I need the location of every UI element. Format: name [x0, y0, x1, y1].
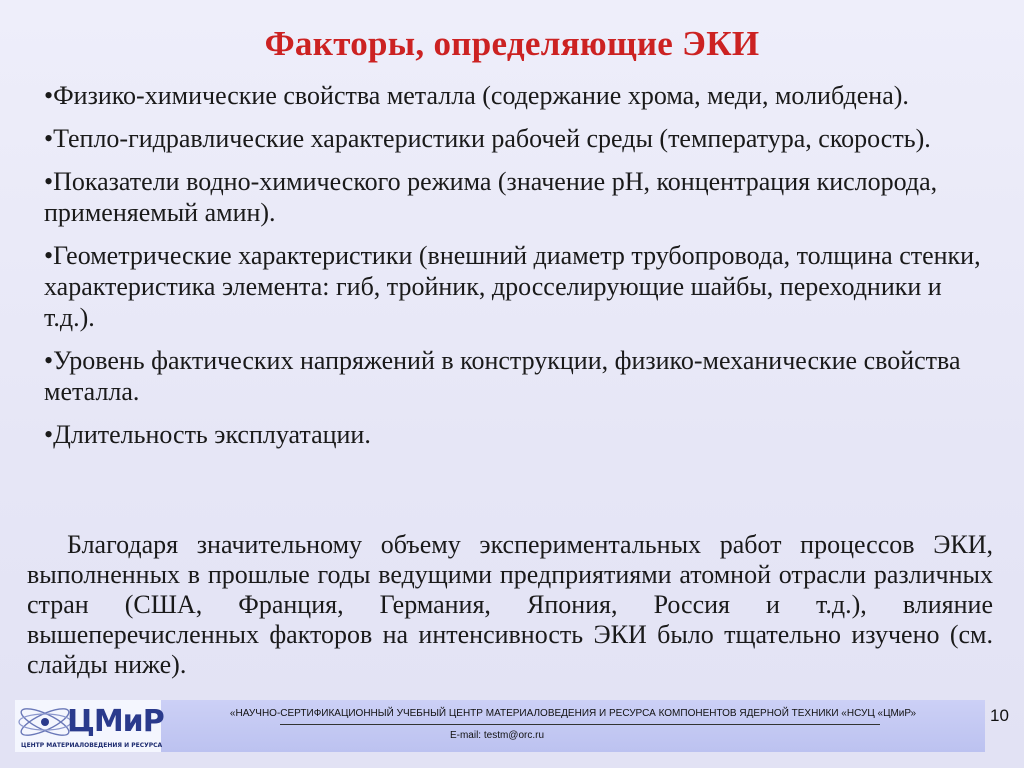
bullet-list [44, 80, 984, 462]
organization-logo [15, 700, 164, 752]
page-number: 10 [990, 706, 1009, 725]
slide-title: Факторы, определяющие ЭКИ [264, 24, 760, 63]
bullet-item: • Показатели водно-химического режима (значение pH, концентрация кислорода, применяемый амин). [44, 166, 984, 228]
bullet-item: • Уровень фактических напряжений в конструкции, физико-механические свойства металла. [44, 345, 984, 407]
logo-caption: ЦЕНТР МАТЕРИАЛОВЕДЕНИЯ И РЕСУРСА [21, 742, 163, 749]
contact-email: E-mail: testm@orc.ru [449, 730, 545, 741]
bullet-item: • Физико-химические свойства металла (содержание хрома, меди, молибдена). [44, 80, 984, 111]
atom-logo-icon [15, 700, 75, 744]
footer-band [15, 700, 985, 752]
bullet-item: • Тепло-гидравлические характеристики рабочей среды (температура, скорость). [44, 123, 984, 154]
logo-wordmark: ЦМиР [67, 704, 164, 739]
organization-name: «НАУЧНО-СЕРТИФИКАЦИОННЫЙ УЧЕБНЫЙ ЦЕНТР МАТЕРИАЛОВЕДЕНИЯ И РЕСУРСА КОМПОНЕНТОВ ЯДЕРНОЙ ТЕХНИКИ «НСУЦ «ЦМиР» [229, 708, 917, 719]
bullet-item: • Геометрические характеристики (внешний диаметр трубопровода, толщина стенки, характеристика элемента: гиб, тройник, дросселирующие шайбы, переходники и т.д.). [44, 240, 984, 333]
bullet-item: • Длительность эксплуатации. [44, 419, 984, 450]
footer-divider [280, 724, 880, 725]
summary-paragraph: Благодаря значительному объему экспериментальных работ процессов ЭКИ, выполненных в прошлые годы ведущими предприятиями атомной отрасли различных стран (США, Франция, Германия, Япония, Россия и т.д.), влияние вышеперечисленных факторов на интенсивность ЭКИ было тщательно изучено (см. слайды ниже). [27, 530, 993, 679]
